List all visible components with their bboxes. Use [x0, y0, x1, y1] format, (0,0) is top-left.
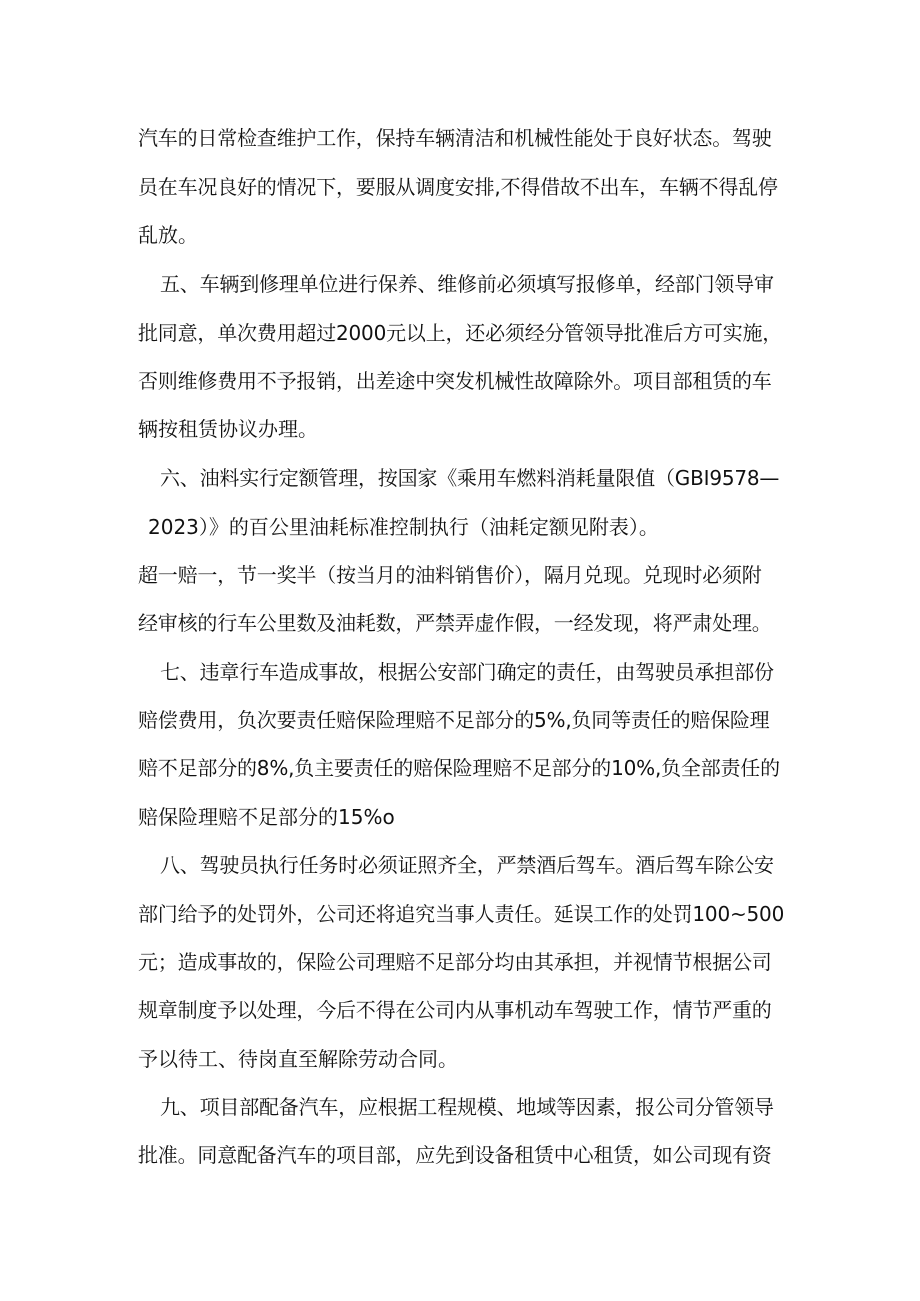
body-text-line: 辆按租赁协议办理。 [138, 417, 318, 441]
body-text-line: 部门给予的处罚外，公司还将追究当事人责任。延误工作的处罚100~500 [138, 902, 785, 926]
body-text-line: 2023）》的百公里油耗标准控制执行（油耗定额见附表）。 [148, 515, 659, 539]
body-text-line: 批准。同意配备汽车的项目部，应先到设备租赁中心租赁，如公司现有资 [138, 1143, 772, 1167]
body-text-line: 超一赔一，节一奖半（按当月的油料销售价），隔月兑现。兑现时必须附 [138, 563, 762, 587]
body-text-line: 元；造成事故的，保险公司理赔不足部分均由其承担，并视情节根据公司 [138, 950, 772, 974]
section-8-text-line: 八、驾驶员执行任务时必须证照齐全，严禁酒后驾车。酒后驾车除公安 [160, 853, 774, 877]
body-text-line: 赔保险理赔不足部分的15%o [138, 805, 395, 829]
body-text-line: 规章制度予以处理，今后不得在公司内从事机动车驾驶工作，情节严重的 [138, 998, 772, 1022]
body-text-line: 经审核的行车公里数及油耗数，严禁弄虚作假，一经发现，将严肃处理。 [138, 611, 772, 635]
section-7-text-line: 七、违章行车造成事故，根据公安部门确定的责任，由驾驶员承担部份 [160, 660, 774, 684]
body-text-line: 赔偿费用，负次要责任赔保险理赔不足部分的5%,负同等责任的赔保险理 [138, 708, 770, 732]
body-text-line: 汽车的日常检查维护工作，保持车辆清洁和机械性能处于良好状态。驾驶 [138, 126, 772, 150]
body-text-line: 批同意，单次费用超过2000元以上，还必须经分管领导批准后方可实施， [138, 321, 783, 345]
body-text-line: 乱放。 [138, 223, 198, 247]
body-text-line: 员在车况良好的情况下，要服从调度安排,不得借故不出车，车辆不得乱停 [138, 175, 778, 199]
section-6-text-line: 六、油料实行定额管理，按国家《乘用车燃料消耗量限值（GBI9578— [160, 466, 780, 490]
body-text-line: 赔不足部分的8%,负主要责任的赔保险理赔不足部分的10%,负全部责任的 [138, 756, 780, 780]
section-5-text-line: 五、车辆到修理单位进行保养、维修前必须填写报修单，经部门领导审 [160, 272, 774, 296]
section-9-text-line: 九、项目部配备汽车，应根据工程规模、地域等因素，报公司分管领导 [160, 1095, 774, 1119]
body-text-line: 予以待工、待岗直至解除劳动合同。 [138, 1047, 458, 1071]
body-text-line: 否则维修费用不予报销，出差途中突发机械性故障除外。项目部租赁的车 [138, 369, 772, 393]
